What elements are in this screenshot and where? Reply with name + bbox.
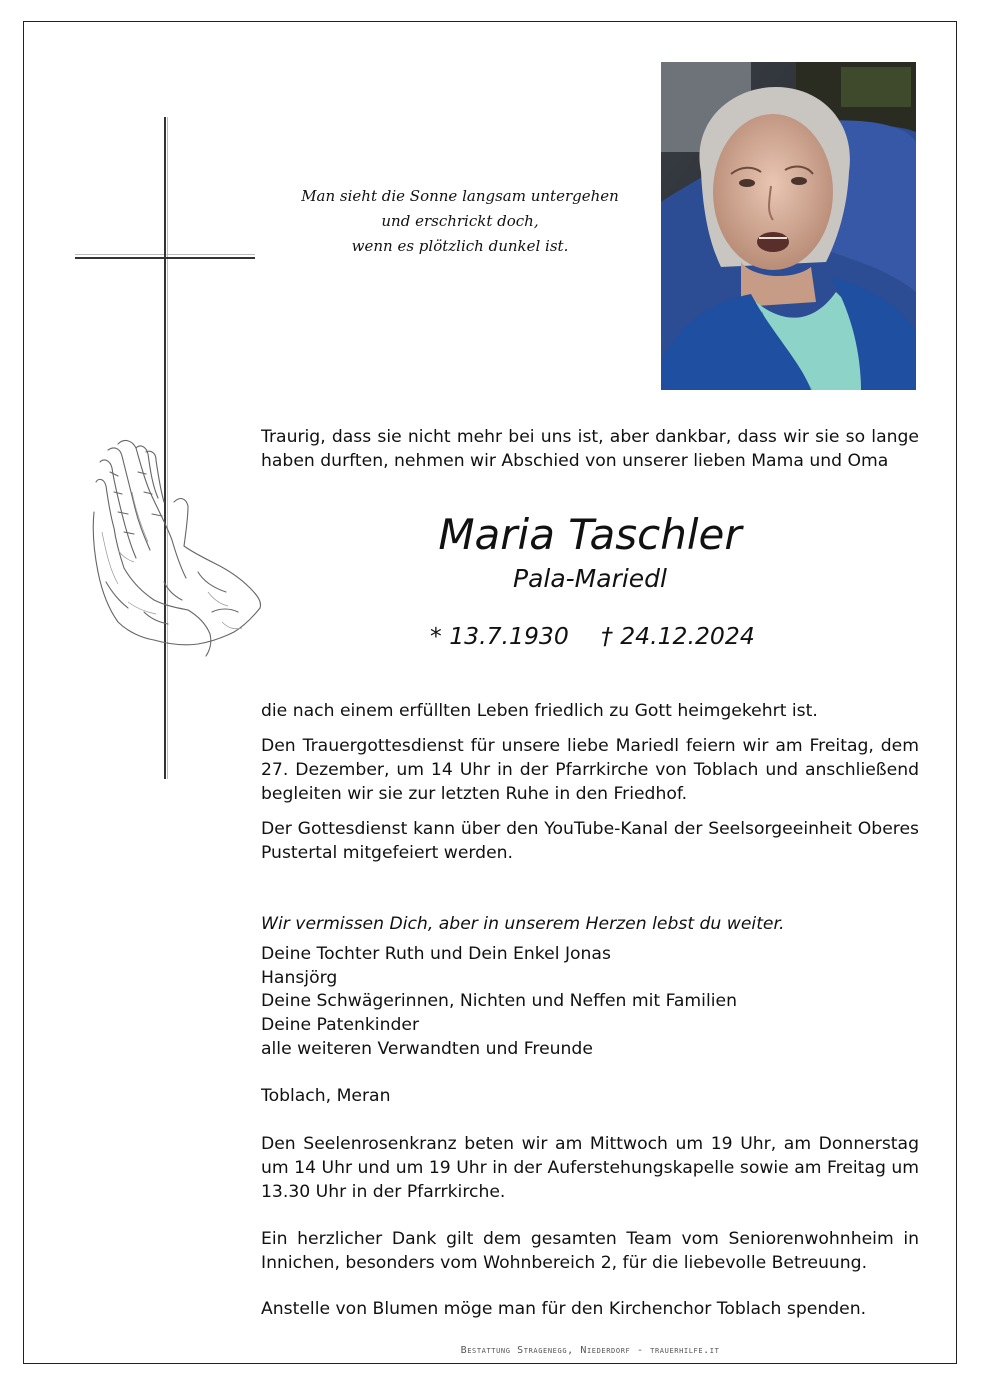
paragraph-line: Innichen, besonders vom Wohnbereich 2, für die liebevolle Betreuung. xyxy=(261,1252,868,1273)
deceased-nickname: Pala-Mariedl xyxy=(513,564,667,593)
funeral-home-footer: Bestattung Stragenegg, Niederdorf - trauerhilfe.it xyxy=(460,1345,720,1356)
quote-line: und erschrickt doch, xyxy=(381,212,539,230)
paragraph-donation xyxy=(261,1298,919,1322)
death-date: † 24.12.2024 xyxy=(601,622,755,650)
mourner-line: alle weiteren Verwandten und Freunde xyxy=(261,1038,593,1059)
paragraph-line: die nach einem erfüllten Leben friedlich zu Gott heimgekehrt ist. xyxy=(261,701,818,721)
intro-line: Traurig, dass sie nicht mehr bei uns ist, aber dankbar, dass wir sie so lange xyxy=(261,427,919,447)
paragraph-line: um 14 Uhr und um 19 Uhr in der Auferstehungskapelle sowie am Freitag um xyxy=(261,1157,919,1178)
quote-line: Man sieht die Sonne langsam untergehen xyxy=(301,187,619,205)
paragraph-rosary xyxy=(261,1133,919,1204)
paragraph-line: Den Seelenrosenkranz beten wir am Mittwoch um 19 Uhr, am Donnerstag xyxy=(261,1134,919,1154)
mourner-line: Hansjörg xyxy=(261,967,338,988)
deceased-name: Maria Taschler xyxy=(438,510,742,559)
memorial-quote xyxy=(290,184,630,259)
mourner-line: Deine Tochter Ruth und Dein Enkel Jonas xyxy=(261,943,611,964)
portrait-photo xyxy=(661,62,916,390)
intro-line: haben durften, nehmen wir Abschied von unserer lieben Mama und Oma xyxy=(261,450,889,471)
paragraph-line: Pustertal mitgefeiert werden. xyxy=(261,842,514,863)
intro-paragraph xyxy=(261,426,919,474)
mourners-motto: Wir vermissen Dich, aber in unserem Herzen lebst du weiter. xyxy=(261,914,785,934)
birth-date: * 13.7.1930 xyxy=(430,622,569,650)
mourners-section xyxy=(261,913,919,1062)
mourner-line: Deine Patenkinder xyxy=(261,1015,420,1036)
place-text: Toblach, Meran xyxy=(261,1086,391,1106)
paragraph-line: 13.30 Uhr in der Pfarrkirche. xyxy=(261,1181,506,1202)
paragraph-line: 27. Dezember, um 14 Uhr in der Pfarrkirche von Toblach und anschließend xyxy=(261,759,919,780)
place-line xyxy=(261,1085,919,1109)
paragraph-line: Ein herzlicher Dank gilt dem gesamten Team vom Seniorenwohnheim in xyxy=(261,1229,919,1249)
mourner-line: Deine Schwägerinnen, Nichten und Neffen mit Familien xyxy=(261,991,737,1012)
paragraph-thanks xyxy=(261,1228,919,1276)
praying-hands-icon xyxy=(88,432,264,664)
paragraph-line: begleiten wir sie zur letzten Ruhe in den Friedhof. xyxy=(261,783,688,804)
paragraph-line: Der Gottesdienst kann über den YouTube-Kanal der Seelsorgeeinheit Oberes xyxy=(261,819,919,839)
paragraph-homecoming xyxy=(261,700,919,724)
cross-icon-bar xyxy=(75,257,255,259)
quote-line: wenn es plötzlich dunkel ist. xyxy=(351,237,569,255)
paragraph-livestream xyxy=(261,818,919,866)
paragraph-line: Den Trauergottesdienst für unsere liebe Mariedl feiern wir am Freitag, dem xyxy=(261,736,919,756)
paragraph-line: Anstelle von Blumen möge man für den Kirchenchor Toblach spenden. xyxy=(261,1299,867,1319)
paragraph-funeral xyxy=(261,735,919,806)
